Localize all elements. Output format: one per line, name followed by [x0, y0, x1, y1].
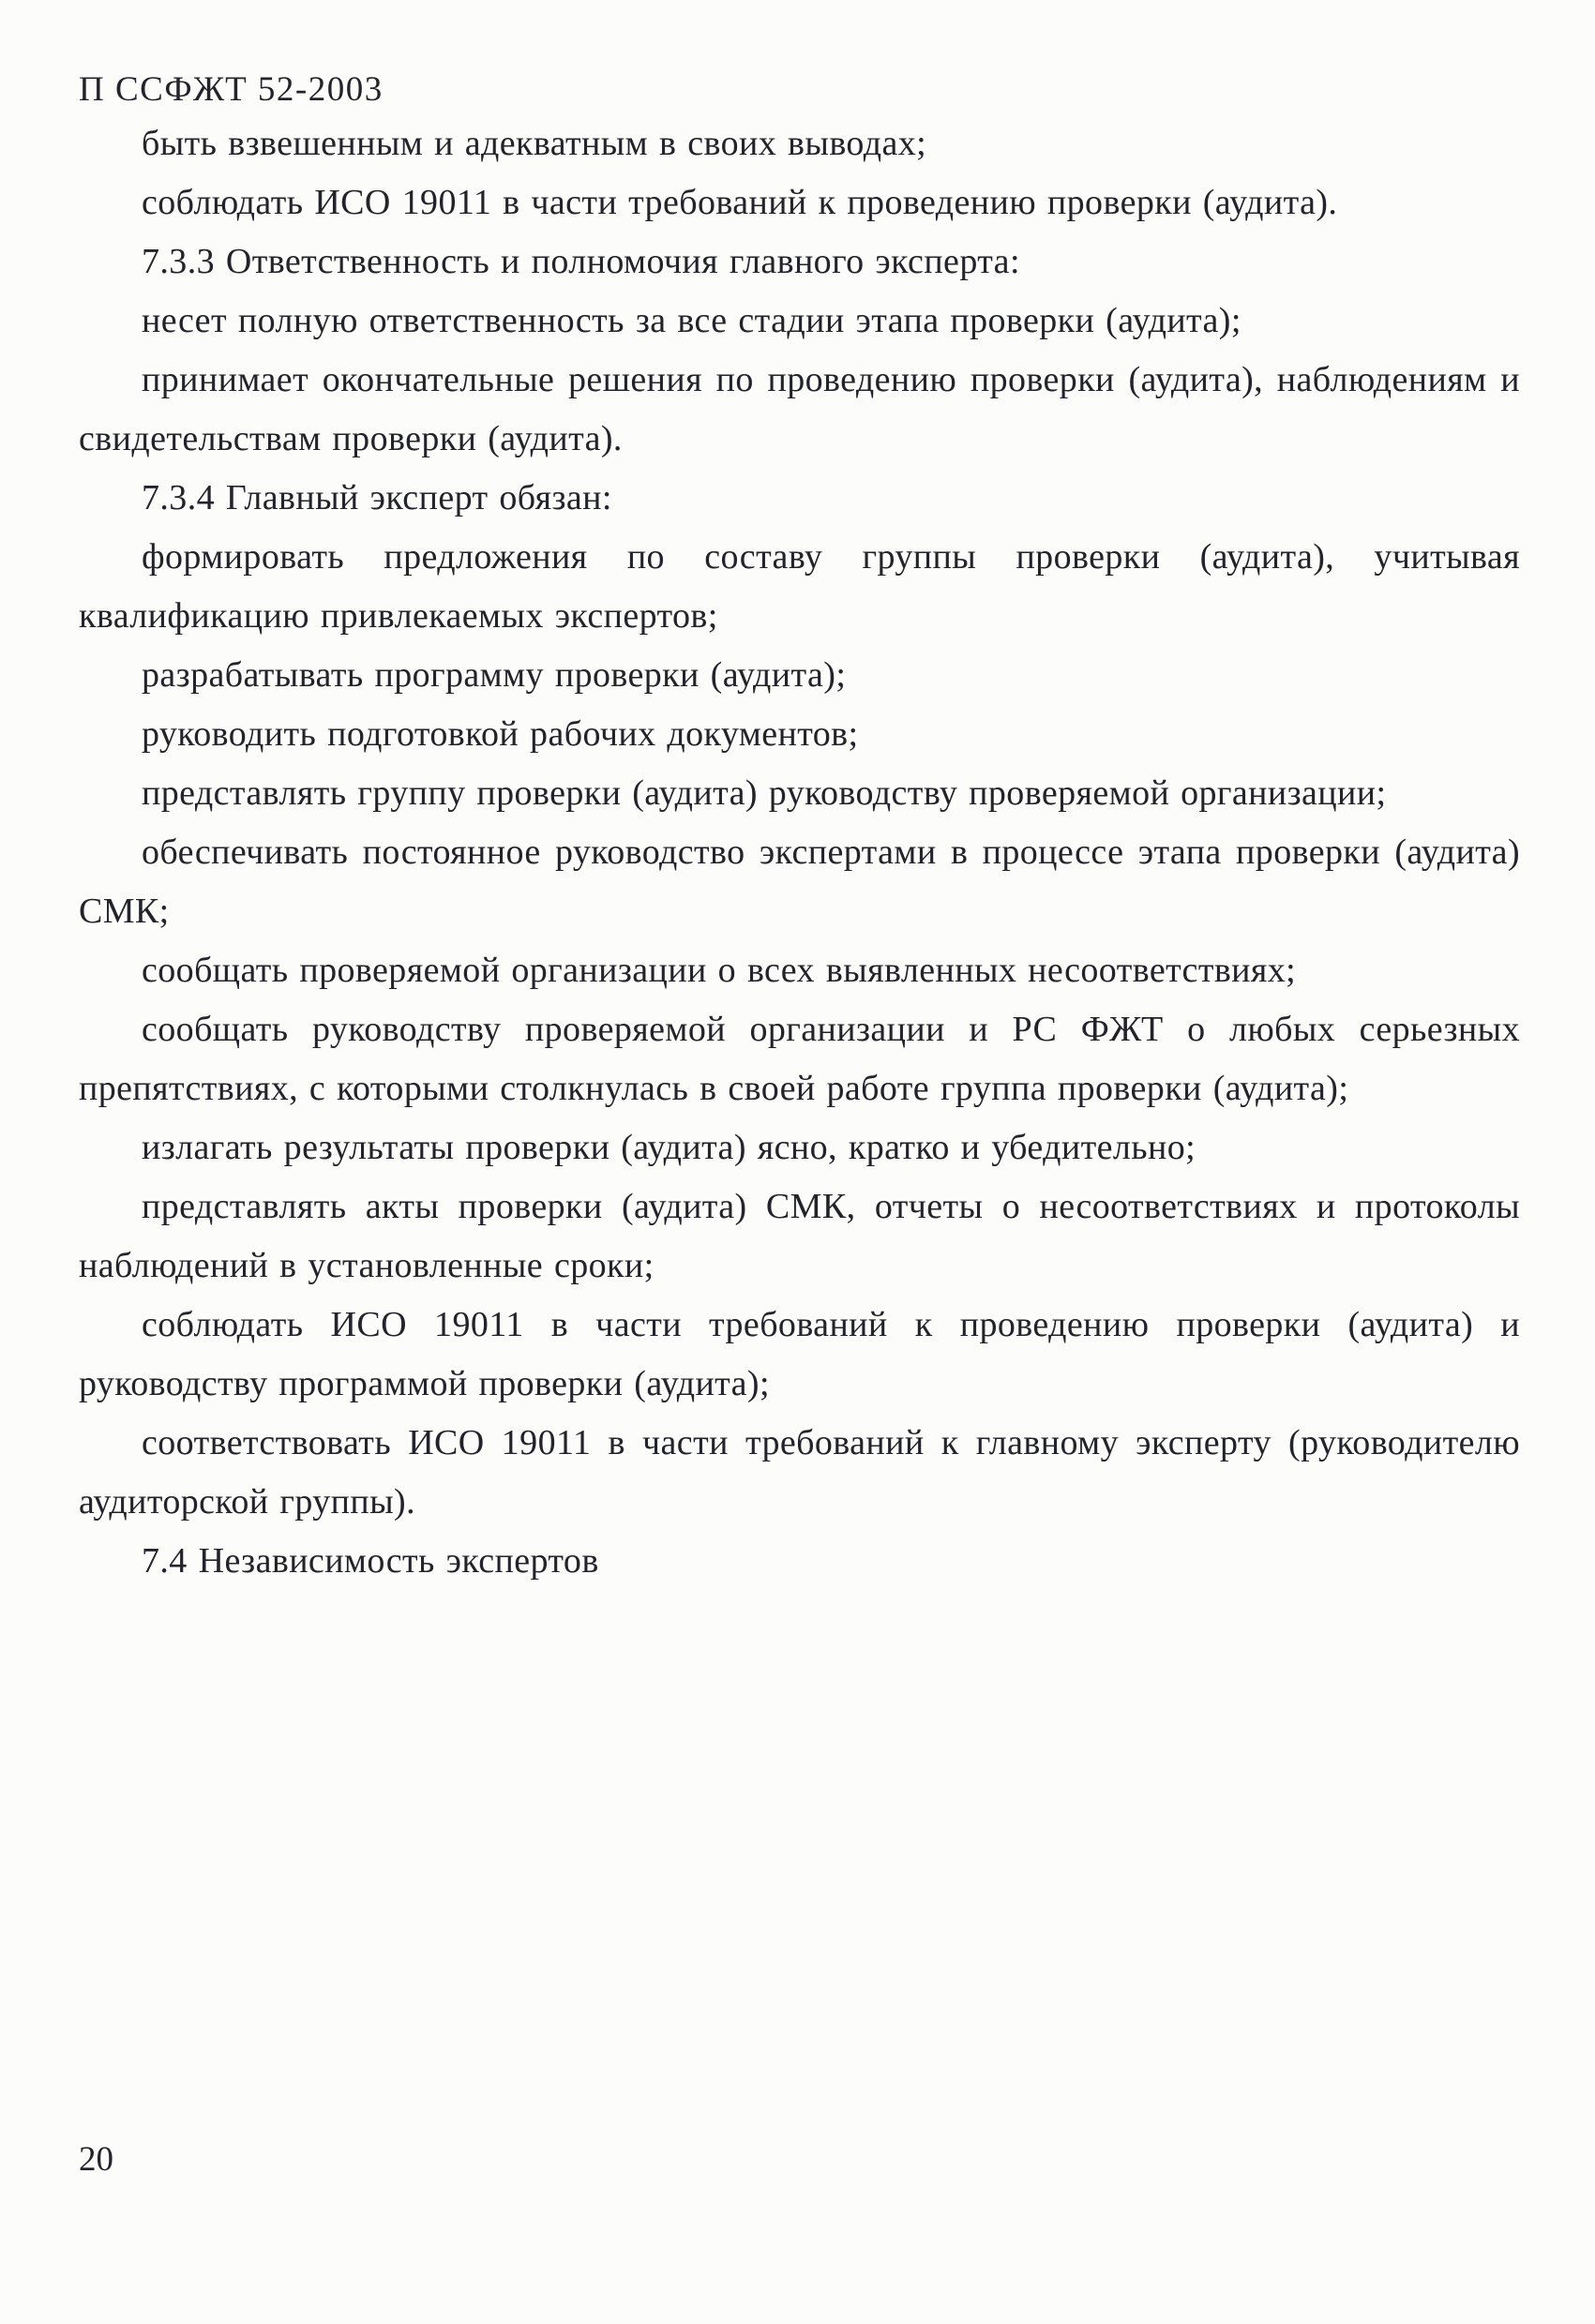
section-heading-7-3-3: 7.3.3 Ответственность и полномочия главного эксперта:: [142, 242, 1020, 281]
page-number: 20: [79, 2140, 113, 2179]
paragraph: разрабатывать программу проверки (аудита);: [142, 655, 847, 695]
document-body: [79, 114, 1520, 1591]
paragraph: соблюдать ИСО 19011 в части требований к проведению проверки (аудита).: [142, 183, 1338, 222]
document-header: П ССФЖТ 52-2003: [79, 70, 384, 109]
paragraph: соблюдать ИСО 19011 в части требований к проведению проверки (аудита) и руководству программой проверки (аудита);: [79, 1305, 1520, 1403]
paragraph: обеспечивать постоянное руководство экспертами в процессе этапа проверки (аудита) СМК;: [79, 832, 1520, 931]
paragraph: представлять акты проверки (аудита) СМК, отчеты о несоответствиях и протоколы наблюдений в установленные сроки;: [79, 1187, 1520, 1285]
paragraph: формировать предложения по составу группы проверки (аудита), учитывая квалификацию привлекаемых экспертов;: [79, 537, 1520, 636]
paragraph: принимает окончательные решения по проведению проверки (аудита), наблюдениям и свидетельствам проверки (аудита).: [79, 360, 1520, 458]
paragraph: излагать результаты проверки (аудита) ясно, кратко и убедительно;: [142, 1128, 1196, 1167]
section-heading-7-4: 7.4 Независимость экспертов: [142, 1541, 599, 1581]
paragraph: руководить подготовкой рабочих документов;: [142, 714, 859, 754]
section-heading-7-3-4: 7.3.4 Главный эксперт обязан:: [142, 478, 612, 517]
paragraph: представлять группу проверки (аудита) руководству проверяемой организации;: [142, 773, 1387, 813]
paragraph: соответствовать ИСО 19011 в части требований к главному эксперту (руководителю аудиторской группы).: [79, 1423, 1520, 1522]
paragraph: несет полную ответственность за все стадии этапа проверки (аудита);: [142, 301, 1241, 340]
paragraph: сообщать руководству проверяемой организации и РС ФЖТ о любых серьезных препятствиях, с которыми столкнулась в своей работе группа проверки (аудита);: [79, 1010, 1520, 1108]
paragraph: быть взвешенным и адекватным в своих выводах;: [142, 124, 927, 163]
paragraph: сообщать проверяемой организации о всех выявленных несоответствиях;: [142, 951, 1297, 990]
